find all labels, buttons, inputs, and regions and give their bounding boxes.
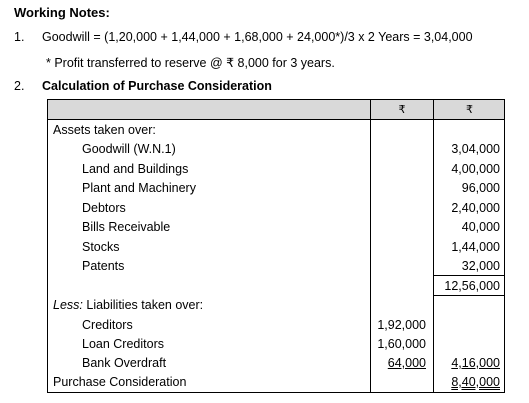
asset-amount: 96,000 [461, 181, 500, 195]
asset-name: Stocks [82, 240, 120, 254]
working-notes-heading: Working Notes: [14, 5, 110, 20]
purchase-consideration-table [47, 99, 505, 393]
assets-total: 12,56,000 [444, 279, 500, 293]
liability-name: Loan Creditors [82, 337, 164, 351]
asset-name: Plant and Machinery [82, 181, 196, 195]
asset-name: Goodwill (W.N.1) [82, 142, 176, 156]
asset-name: Debtors [82, 201, 126, 215]
liabilities-total: 4,16,000 [451, 356, 500, 370]
asset-amount: 3,04,000 [451, 142, 500, 156]
asset-amount: 2,40,000 [451, 201, 500, 215]
rupee-header-1: ₹ [398, 104, 406, 116]
assets-taken-over-label: Assets taken over: [53, 123, 156, 137]
asset-amount: 32,000 [461, 259, 500, 273]
column-divider-1 [370, 100, 371, 392]
asset-name: Land and Buildings [82, 162, 189, 176]
goodwill-footnote: * Profit transferred to reserve @ ₹ 8,000 for 3 years. [46, 56, 335, 70]
liability-amount: 1,60,000 [377, 337, 426, 351]
asset-name: Bills Receivable [82, 220, 171, 234]
note-2-title: Calculation of Purchase Consideration [42, 79, 272, 93]
purchase-consideration-label: Purchase Consideration [53, 375, 187, 389]
liability-name: Bank Overdraft [82, 356, 167, 370]
assets-total-rule [434, 275, 505, 276]
liability-amount: 1,92,000 [377, 318, 426, 332]
asset-amount: 40,000 [461, 220, 500, 234]
asset-name: Patents [82, 259, 125, 273]
asset-amount: 1,44,000 [451, 240, 500, 254]
note-1-number: 1. [14, 30, 25, 44]
less-liabilities-label [53, 298, 203, 312]
less-prefix: Less: [53, 298, 83, 312]
asset-amount: 4,00,000 [451, 162, 500, 176]
liabilities-taken-over-text: Liabilities taken over: [86, 298, 204, 312]
column-divider-2 [433, 100, 434, 392]
liability-name: Creditors [82, 318, 133, 332]
goodwill-formula: Goodwill = (1,20,000 + 1,44,000 + 1,68,000 + 24,000*)/3 x 2 Years = 3,04,000 [42, 30, 473, 44]
liability-amount: 64,000 [387, 356, 426, 370]
note-2-number: 2. [14, 79, 25, 93]
purchase-consideration-amount: 8,40,000 [451, 375, 500, 389]
rupee-header-2: ₹ [466, 104, 473, 116]
assets-total-bottom-rule [434, 295, 505, 296]
